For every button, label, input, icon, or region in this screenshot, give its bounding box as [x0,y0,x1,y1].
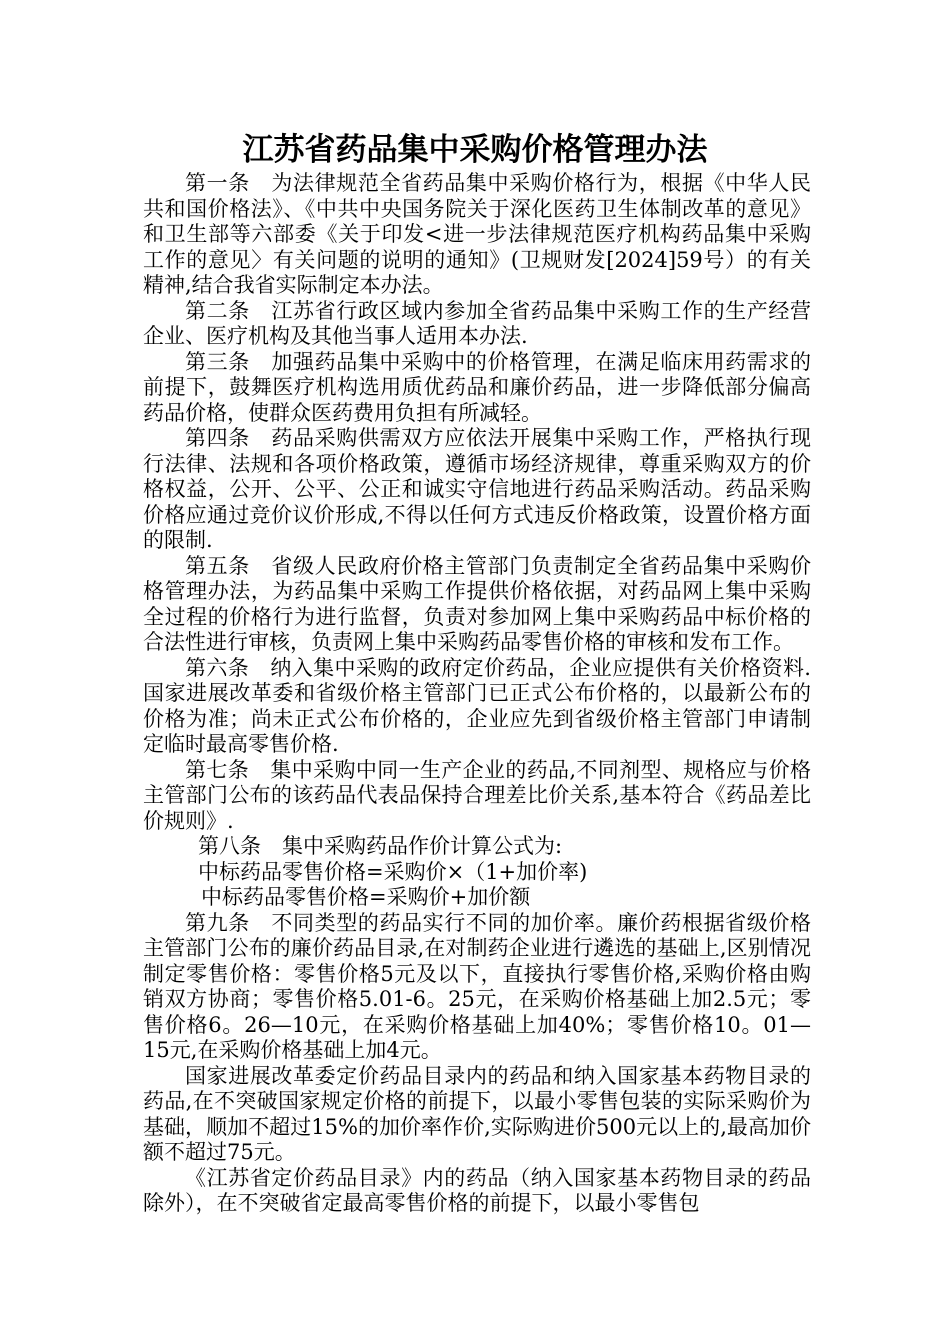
article-7: 第七条 集中采购中同一生产企业的药品,不同剂型、规格应与价格主管部门公布的该药品代表品保持合理差比价关系,基本符合《药品差比价规则》. [143,757,811,833]
formula-amount: 中标药品零售价格=采购价+加价额 [201,885,531,909]
formula-rate: 中标药品零售价格=采购价×（1+加价率) [198,859,588,884]
article-1: 第一条 为法律规范全省药品集中采购价格行为，根据《中华人民共和国价格法》、《中共中央国务院关于深化医药卫生体制改革的意见》和卫生部等六部委《关于印发<进一步法律规范医疗机构药品集中采购工作的意见〉有关问题的说明的通知》(卫规财发[2024]59号）的有关精神,结合我省实际制定本办法。 [143,171,811,297]
paragraph-provincial-pricing: 《江苏省定价药品目录》内的药品（纳入国家基本药物目录的药品除外），在不突破省定最高零售价格的前提下，以最小零售包 [143,1165,811,1215]
paragraph-national-pricing: 国家进展改革委定价药品目录内的药品和纳入国家基本药物目录的药品,在不突破国家规定价格的前提下，以最小零售包装的实际采购价为基础，顺加不超过15%的加价率作价,实际购进价500元以上的,最高加价额不超过75元。 [143,1063,811,1164]
document-title: 江苏省药品集中采购价格管理办法 [242,132,708,168]
article-4: 第四条 药品采购供需双方应依法开展集中采购工作，严格执行现行法律、法规和各项价格政策，遵循市场经济规律，尊重采购双方的价格权益，公开、公平、公正和诚实守信地进行药品采购活动。药品采购价格应通过竞价议价形成,不得以任何方式违反价格政策，设置价格方面的限制. [143,426,811,552]
article-9: 第九条 不同类型的药品实行不同的加价率。廉价药根据省级价格主管部门公布的廉价药品目录,在对制药企业进行遴选的基础上,区别情况制定零售价格：零售价格5元及以下，直接执行零售价格,采购价格由购销双方协商；零售价格5.01-6。25元，在采购价格基础上加2.5元；零售价格6。26—10元，在采购价格基础上加40%；零售价格10。01—15元,在采购价格基础上加4元。 [143,910,811,1062]
article-5: 第五条 省级人民政府价格主管部门负责制定全省药品集中采购价格管理办法，为药品集中采购工作提供价格依据，对药品网上集中采购全过程的价格行为进行监督，负责对参加网上集中采购药品中标价格的合法性进行审核，负责网上集中采购药品零售价格的审核和发布工作。 [143,553,811,654]
article-8: 第八条 集中采购药品作价计算公式为: [198,834,563,858]
document-body [143,171,811,1217]
article-3: 第三条 加强药品集中采购中的价格管理，在满足临床用药需求的前提下，鼓舞医疗机构选用质优药品和廉价药品，进一步降低部分偏高药品价格，使群众医药费用负担有所减轻。 [143,349,811,425]
article-6: 第六条 纳入集中采购的政府定价药品，企业应提供有关价格资料.国家进展改革委和省级价格主管部门已正式公布价格的，以最新公布的价格为准；尚未正式公布价格的，企业应先到省级价格主管部门申请制定临时最高零售价格. [143,655,811,756]
article-2: 第二条 江苏省行政区域内参加全省药品集中采购工作的生产经营企业、医疗机构及其他当事人适用本办法. [143,298,811,348]
